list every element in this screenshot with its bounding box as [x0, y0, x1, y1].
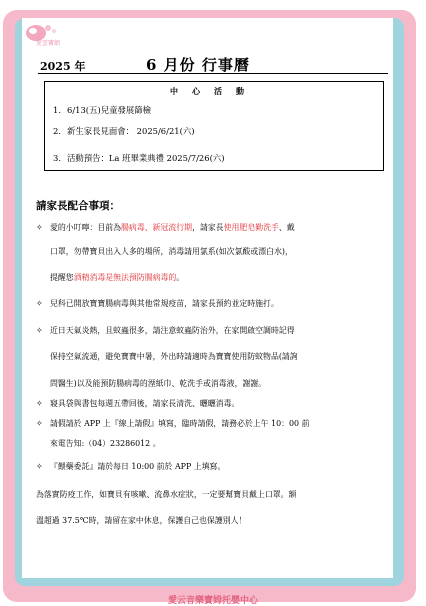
note-item [36, 298, 279, 309]
item-text: 活動預告：La 班畢業典禮 2025/7/26(六) [67, 153, 225, 163]
note-text: 愛的小叮嚀：目前為 [50, 223, 122, 232]
note-item [36, 461, 225, 472]
warning-text: 腸病毒、新冠流行期 [121, 223, 193, 232]
item-number: 1. [53, 105, 61, 115]
diamond-bullet-icon: ✧ [36, 462, 43, 471]
notes-title: 請家長配合事項： [36, 200, 120, 212]
note-text: 、戴 [278, 223, 295, 232]
note-continuation: 口罩，勿帶寶貝出入人多的場所，消毒請用氯系(如次氯酸或漂白水)， [50, 247, 293, 256]
note-text: 近日天氣炎熱，且蚊蟲很多，請注意蚊蟲防治外，在家開啟空調時記得 [50, 326, 295, 335]
note-text: 。 [176, 273, 185, 282]
item-number: 3. [53, 153, 61, 163]
item-text: 新生家長見面會： 2025/6/21(六) [67, 126, 195, 136]
list-item [53, 104, 151, 116]
note-continuation: 保持空氣流通，避免寶寶中暑，外出時請適時為寶寶使用防蚊物品(請詢 [50, 352, 298, 361]
diamond-bullet-icon: ✧ [36, 223, 43, 232]
note-item [36, 398, 239, 409]
title-divider [38, 73, 388, 74]
title-year: 2025 年 [40, 60, 86, 73]
list-item [53, 125, 195, 137]
note-text: ，請家長 [192, 223, 224, 232]
note-text: 請假請於 APP 上『線上請假』填寫，臨時請假，請務必於上午 10：00 前 [50, 419, 310, 428]
note-text: 『餵藥委託』請於每日 10:00 前於 APP 上填寫。 [50, 462, 226, 471]
note-continuation: 來電告知:（04）23286012 。 [50, 439, 161, 448]
note-text: 提醒您 [50, 273, 74, 282]
note-continuation: 問醫生)以及能預防腸病毒的溼紙巾、乾洗手或消毒液，謝謝。 [50, 379, 267, 388]
diamond-bullet-icon: ✧ [36, 419, 43, 428]
note-item [36, 222, 295, 233]
note-continuation [50, 272, 184, 283]
center-activities-title: 中心活動 [170, 86, 258, 96]
closing-paragraph-line: 溫超過 37.5℃時，請留在家中休息，保護自己也保護別人！ [36, 516, 247, 525]
page-title: 6 月份 行事曆 [146, 56, 250, 74]
list-item [53, 152, 224, 164]
footer-center-name: 愛云音樂寶姆托嬰中心 [167, 596, 258, 606]
note-item [36, 418, 309, 429]
diamond-bullet-icon: ✧ [36, 299, 43, 308]
note-item [36, 325, 295, 336]
item-text: 6/13(五)兒童發展篩檢 [67, 105, 151, 115]
closing-paragraph-line: 為落實防疫工作，如寶貝有咳嗽、流鼻水症狀，一定要幫寶貝戴上口罩。額 [36, 490, 297, 499]
diamond-bullet-icon: ✧ [36, 326, 43, 335]
center-activities-box [44, 81, 384, 171]
logo-text: 愛雲寶網 [36, 40, 61, 47]
warning-text: 酒精消毒是無法預防腸病毒的 [73, 273, 177, 282]
warning-text: 使用肥皂勤洗手 [223, 223, 279, 232]
diamond-bullet-icon: ✧ [36, 399, 43, 408]
note-text: 寢具袋與書包每週五帶回後，請家長清洗、曬曬消毒。 [50, 399, 240, 408]
note-text: 兒科已開放寶寶腸病毒與其他常規疫苗，請家長預約並定時施打。 [50, 299, 279, 308]
item-number: 2. [53, 126, 61, 136]
